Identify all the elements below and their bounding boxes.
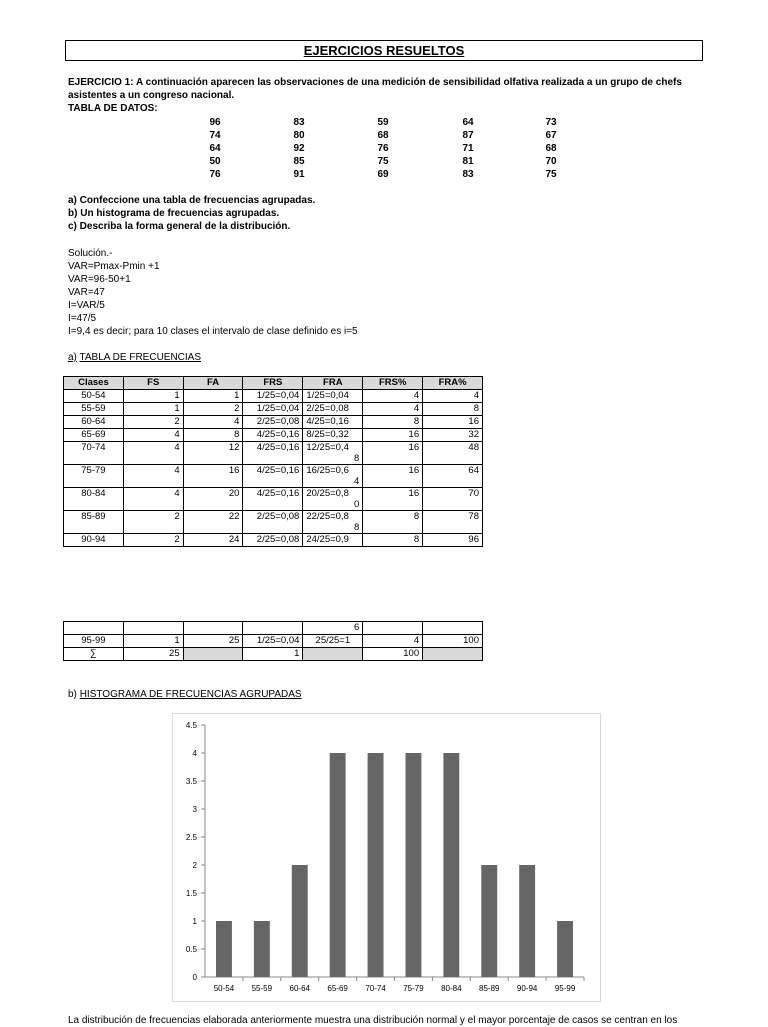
table-cell: 48 <box>423 442 483 465</box>
data-value: 83 <box>293 117 305 128</box>
table-cell <box>423 648 483 661</box>
y-tick-label: 1 <box>192 917 197 926</box>
data-value: 69 <box>377 169 389 180</box>
table-row <box>64 511 483 534</box>
table-cell <box>303 390 363 403</box>
x-tick-label: 65-69 <box>327 984 348 993</box>
table-heading <box>68 351 201 364</box>
x-tick-label: 80-84 <box>441 984 462 993</box>
cell-value: 2/25=0,08 <box>306 403 349 414</box>
y-tick-label: 0.5 <box>185 945 197 954</box>
solution-line: VAR=47 <box>68 287 105 298</box>
table-row <box>64 403 483 416</box>
column-header: FRA <box>303 377 363 390</box>
histogram-heading-prefix: b) <box>68 689 77 700</box>
table-cell <box>243 622 303 635</box>
table-cell: 50-54 <box>64 390 124 403</box>
data-value: 73 <box>545 117 557 128</box>
table-cell: 70-74 <box>64 442 124 465</box>
solution-line: I=9,4 es decir; para 10 clases el intervalo de clase definido es i=5 <box>68 326 358 337</box>
x-tick-label: 70-74 <box>365 984 386 993</box>
solution-line: I=47/5 <box>68 313 97 324</box>
exercise-intro <box>68 76 700 102</box>
table-cell: 96 <box>423 534 483 547</box>
table-cell: 100 <box>423 635 483 648</box>
data-value: 76 <box>209 169 221 180</box>
y-tick-label: 4.5 <box>185 721 197 730</box>
data-value: 64 <box>209 143 221 154</box>
table-cell: 2 <box>123 511 183 534</box>
table-cell: 4/25=0,16 <box>243 488 303 511</box>
table-cell: 80-84 <box>64 488 124 511</box>
cell-value: 24/25=0,9 <box>306 534 349 545</box>
solution-line: Solución.- <box>68 248 113 259</box>
table-cell: 12 <box>183 442 243 465</box>
table-cell: 2 <box>123 416 183 429</box>
table-cell: 2/25=0,08 <box>243 534 303 547</box>
table-cell: 20 <box>183 488 243 511</box>
table-cell: 100 <box>363 648 423 661</box>
table-cell: 1/25=0,04 <box>243 403 303 416</box>
data-value: 80 <box>293 130 305 141</box>
table-row <box>64 635 483 648</box>
histogram-bar <box>292 865 308 977</box>
table-row <box>64 488 483 511</box>
table-row <box>64 622 483 635</box>
solution-line: VAR=96-50+1 <box>68 274 131 285</box>
question-c: c) Describa la forma general de la distribución. <box>68 221 291 232</box>
table-cell: 1 <box>183 390 243 403</box>
table-cell: 16 <box>363 429 423 442</box>
histogram-heading <box>68 688 302 701</box>
table-cell: 16 <box>183 465 243 488</box>
histogram-bar <box>368 753 384 977</box>
table-cell: 1/25=0,04 <box>243 390 303 403</box>
x-tick-label: 85-89 <box>479 984 500 993</box>
table-cell: 25 <box>123 648 183 661</box>
x-tick-label: 75-79 <box>403 984 424 993</box>
table-cell <box>183 648 243 661</box>
table-cell: 85-89 <box>64 511 124 534</box>
table-cell: 24 <box>183 534 243 547</box>
table-row <box>64 416 483 429</box>
y-tick-label: 3 <box>192 805 197 814</box>
table-cell: 60-64 <box>64 416 124 429</box>
table-cell: 4 <box>183 416 243 429</box>
data-value: 64 <box>462 117 474 128</box>
cell-value: 12/25=0,4 <box>306 442 349 453</box>
table-cell: 2 <box>183 403 243 416</box>
question-b: b) Un histograma de frecuencias agrupadas. <box>68 208 280 219</box>
table-cell <box>423 622 483 635</box>
data-table-label: TABLA DE DATOS: <box>68 103 158 114</box>
data-value: 71 <box>462 143 474 154</box>
table-cell <box>303 648 363 661</box>
x-tick-label: 55-59 <box>251 984 273 993</box>
data-value: 85 <box>293 156 305 167</box>
cell-value: 16/25=0,6 <box>306 465 349 476</box>
y-tick-label: 4 <box>192 749 197 758</box>
y-tick-label: 2 <box>192 861 197 870</box>
table-cell: 4 <box>423 390 483 403</box>
cell-value: 1/25=0,04 <box>306 390 349 401</box>
data-value: 96 <box>209 117 221 128</box>
sum-row <box>64 648 483 661</box>
y-tick-label: 0 <box>192 973 197 982</box>
table-cell <box>303 488 363 511</box>
data-value: 68 <box>377 130 389 141</box>
exercise-label: EJERCICIO 1: <box>68 77 134 88</box>
data-value: 75 <box>545 169 557 180</box>
table-cell <box>303 511 363 534</box>
x-tick-label: 60-64 <box>289 984 310 993</box>
page-title: EJERCICIOS RESUELTOS <box>303 43 465 58</box>
table-cell: 4 <box>363 635 423 648</box>
table-cell: 78 <box>423 511 483 534</box>
histogram-heading-text: HISTOGRAMA DE FRECUENCIAS AGRUPADAS <box>79 689 302 700</box>
column-header: FRS% <box>363 377 423 390</box>
table-cell: 2 <box>123 534 183 547</box>
table-cell: 4/25=0,16 <box>243 442 303 465</box>
data-value: 81 <box>462 156 474 167</box>
data-value: 76 <box>377 143 389 154</box>
table-cell: 8 <box>363 534 423 547</box>
table-cell: 55-59 <box>64 403 124 416</box>
data-value: 50 <box>209 156 221 167</box>
cell-value: 22/25=0,8 <box>306 511 349 522</box>
data-value: 68 <box>545 143 557 154</box>
table-cell <box>183 622 243 635</box>
histogram-bar <box>481 865 497 977</box>
frequency-table <box>63 376 483 547</box>
table-cell: 8 <box>363 416 423 429</box>
table-cell <box>64 622 124 635</box>
data-value: 67 <box>545 130 557 141</box>
table-cell: 1 <box>123 403 183 416</box>
table-heading-text: TABLA DE FRECUENCIAS <box>79 352 202 363</box>
column-header: Clases <box>64 377 124 390</box>
data-value: 92 <box>293 143 305 154</box>
data-value: 83 <box>462 169 474 180</box>
table-cell: 1 <box>243 648 303 661</box>
table-cell: 16 <box>363 465 423 488</box>
column-header: FRA% <box>423 377 483 390</box>
cell-value: 4/25=0,16 <box>306 416 349 427</box>
histogram-bar <box>216 921 232 977</box>
table-heading-prefix: a) <box>68 352 77 363</box>
histogram-bar <box>330 753 346 977</box>
table-cell: 4/25=0,16 <box>243 465 303 488</box>
table-cell: 1 <box>123 390 183 403</box>
table-cell: 16 <box>363 442 423 465</box>
y-tick-label: 3.5 <box>185 777 197 786</box>
table-cell: 95-99 <box>64 635 124 648</box>
table-cell <box>123 622 183 635</box>
x-tick-label: 50-54 <box>213 984 235 993</box>
cell-wrap-digit: 0 <box>353 499 360 510</box>
data-value: 91 <box>293 169 305 180</box>
table-cell: 25/25=1 <box>303 635 363 648</box>
table-cell: 75-79 <box>64 465 124 488</box>
histogram-bar <box>443 753 459 977</box>
frequency-table-continued <box>63 621 483 661</box>
page-title-box <box>65 40 703 61</box>
table-cell: 4 <box>123 488 183 511</box>
data-value: 59 <box>377 117 389 128</box>
table-cell: 32 <box>423 429 483 442</box>
table-cell: 22 <box>183 511 243 534</box>
table-cell: 8 <box>183 429 243 442</box>
table-cell: 4 <box>123 465 183 488</box>
y-tick-label: 1.5 <box>185 889 197 898</box>
table-cell: 70 <box>423 488 483 511</box>
data-value: 70 <box>545 156 557 167</box>
data-value: 74 <box>209 130 221 141</box>
table-cell: ∑ <box>64 648 124 661</box>
y-tick-label: 2.5 <box>185 833 197 842</box>
table-row <box>64 429 483 442</box>
table-cell: 65-69 <box>64 429 124 442</box>
table-row <box>64 534 483 547</box>
table-cell: 2/25=0,08 <box>243 416 303 429</box>
table-cell <box>303 442 363 465</box>
table-row <box>64 442 483 465</box>
histogram-frame <box>172 713 601 1002</box>
table-row <box>64 390 483 403</box>
cell-wrap-digit: 8 <box>353 453 360 464</box>
table-cell: 2/25=0,08 <box>243 511 303 534</box>
table-cell: 1/25=0,04 <box>243 635 303 648</box>
histogram-bar <box>557 921 573 977</box>
histogram-bar <box>254 921 270 977</box>
data-value: 87 <box>462 130 474 141</box>
table-cell: 4 <box>123 429 183 442</box>
exercise-description: A continuación aparecen las observaciones de una medición de sensibilidad olfativa realizada a un grupo de chefs asistentes a un congreso nacional. <box>68 77 682 101</box>
table-cell: 16 <box>423 416 483 429</box>
table-cell: 90-94 <box>64 534 124 547</box>
x-tick-label: 95-99 <box>554 984 576 993</box>
table-cell <box>363 622 423 635</box>
histogram-chart <box>173 714 600 1001</box>
table-cell: 6 <box>303 622 363 635</box>
table-cell: 4/25=0,16 <box>243 429 303 442</box>
table-cell: 25 <box>183 635 243 648</box>
column-header: FS <box>123 377 183 390</box>
solution-line: VAR=Pmax-Pmin +1 <box>68 261 160 272</box>
conclusion-paragraph: La distribución de frecuencias elaborada anteriormente muestra una distribución normal y el mayor porcentaje de casos se centran en los <box>68 1015 678 1026</box>
cell-value: 20/25=0,8 <box>306 488 349 499</box>
table-cell <box>303 534 363 547</box>
cell-wrap-digit: 4 <box>353 476 360 487</box>
histogram-bar <box>405 753 421 977</box>
cell-value: 8/25=0,32 <box>306 429 349 440</box>
cell-wrap-digit: 8 <box>353 522 360 533</box>
table-cell: 8 <box>423 403 483 416</box>
table-cell: 8 <box>363 511 423 534</box>
question-a: a) Confeccione una tabla de frecuencias agrupadas. <box>68 195 316 206</box>
table-cell <box>303 429 363 442</box>
table-cell: 4 <box>363 390 423 403</box>
x-tick-label: 90-94 <box>516 984 538 993</box>
table-cell: 4 <box>123 442 183 465</box>
table-cell: 4 <box>363 403 423 416</box>
table-cell: 16 <box>363 488 423 511</box>
histogram-bar <box>519 865 535 977</box>
column-header: FRS <box>243 377 303 390</box>
table-cell <box>303 403 363 416</box>
column-header: FA <box>183 377 243 390</box>
table-cell: 64 <box>423 465 483 488</box>
table-row <box>64 465 483 488</box>
table-cell <box>303 416 363 429</box>
data-value: 75 <box>377 156 389 167</box>
solution-line: I=VAR/5 <box>68 300 105 311</box>
table-cell <box>303 465 363 488</box>
table-cell: 1 <box>123 635 183 648</box>
